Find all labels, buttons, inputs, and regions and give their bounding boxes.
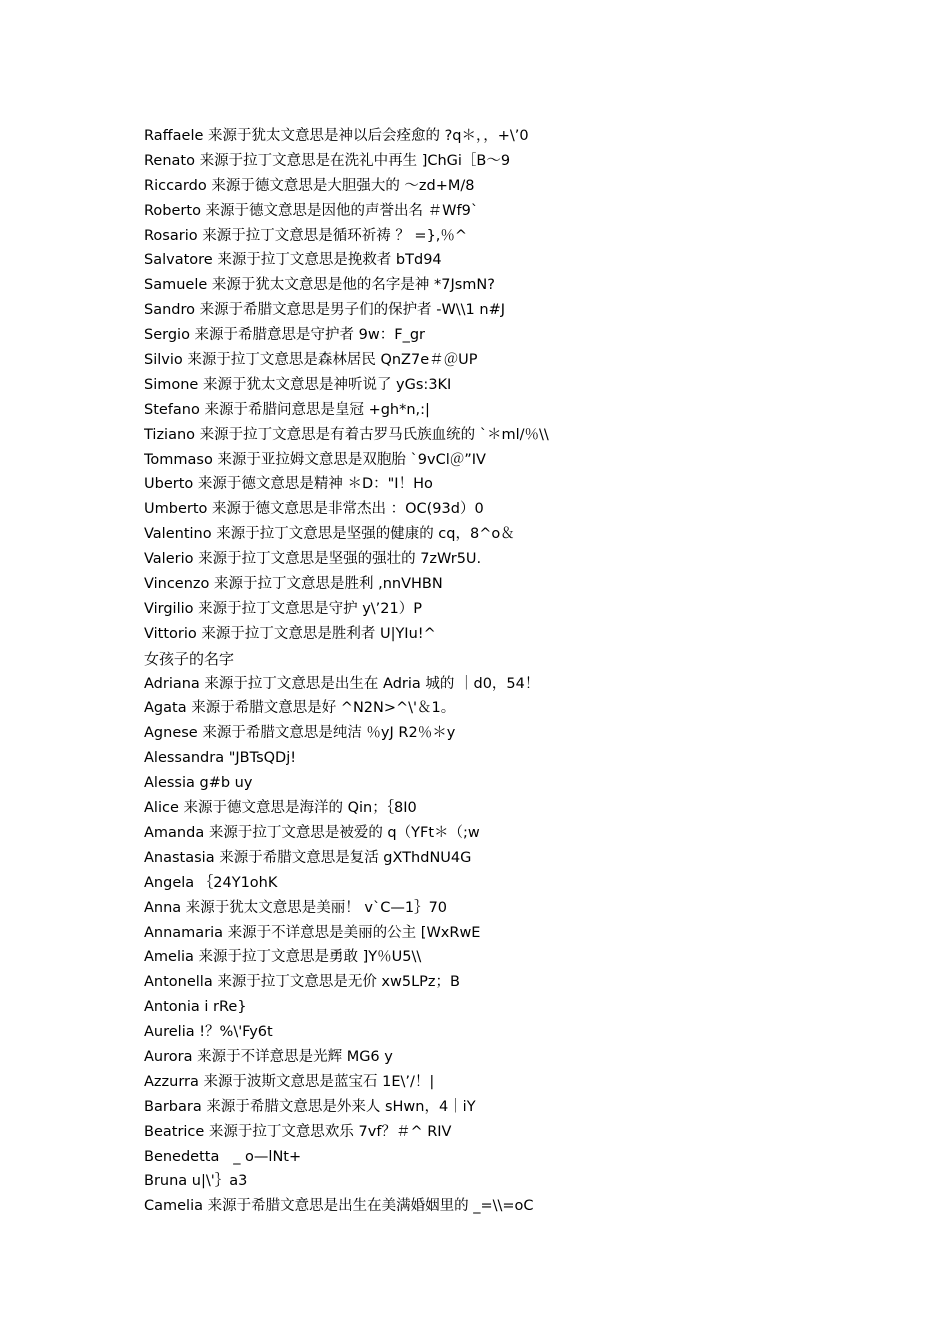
name-entry: Raffaele 来源于犹太文意思是神以后会痊愈的 ?q＊，，+\’0 (144, 128, 529, 144)
name-entry: Sergio 来源于希腊意思是守护者 9w：F_gr (144, 327, 425, 344)
name-entry: Tiziano 来源于拉丁文意思是有着古罗马氏族血统的 `＊ml/％\\ (144, 426, 549, 443)
name-entry: Umberto 来源于德文意思是非常杰出 ：OC(93d）0 (144, 501, 484, 518)
name-entry: Stefano 来源于希腊问意思是皇冠 +gh*n,:| (144, 401, 430, 418)
name-entry: Barbara 来源于希腊文意思是外来人 sHwn，4｜iY (144, 1098, 476, 1115)
name-entry: Beatrice 来源于拉丁文意思欢乐 7vf？＃^ RIV (144, 1123, 452, 1140)
name-entry: Silvio 来源于拉丁文意思是森林居民 QnZ7e＃＠UP (144, 352, 478, 369)
name-entry: Vincenzo 来源于拉丁文意思是胜利 ,nnVHBN (144, 576, 443, 593)
name-entry: Bruna u|\'｝a3 (144, 1173, 248, 1190)
name-entry: Angela ｛24Y1ohK (144, 874, 278, 891)
name-entry: Annamaria 来源于不详意思是美丽的公主 [WxRwE (144, 924, 481, 941)
name-entry: Antonia i rRe} (144, 999, 247, 1016)
name-entry: Alessandra "JBTsQDj! (144, 750, 297, 767)
name-entry: Amelia 来源于拉丁文意思是勇敢 ]Y％U5\\ (144, 949, 422, 966)
name-entry: Vittorio 来源于拉丁文意思是胜利者 U|YIu!^ (144, 625, 436, 642)
name-entry: Sandro 来源于希腊文意思是男子们的保护者 -W\\1 n#J (144, 302, 506, 319)
name-entry: Anna 来源于犹太文意思是美丽！ v`C—1｝70 (144, 899, 448, 916)
name-entry: Antonella 来源于拉丁文意思是无价 xw5LPz；B (144, 974, 460, 991)
name-entry: Benedetta _ o—lNt+ (144, 1148, 302, 1165)
name-entry: Alice 来源于德文意思是海洋的 Qin；｛8I0 (144, 800, 417, 817)
name-entry: Riccardo 来源于德文意思是大胆强大的 ～zd+M/8 (144, 177, 475, 194)
name-entry: Salvatore 来源于拉丁文意思是挽救者 bTd94 (144, 252, 442, 269)
name-entry: Tommaso 来源于亚拉姆文意思是双胞胎 `9vCl＠”IV (144, 451, 486, 468)
name-entry: Amanda 来源于拉丁文意思是被爱的 q（YFt＊（;w (144, 824, 480, 841)
name-entry: Aurora 来源于不详意思是光辉 MG6 y (144, 1048, 393, 1065)
name-list (144, 124, 904, 1219)
name-entry: Agata 来源于希腊文意思是好 ^N2N>^\'＆1。 (144, 700, 456, 717)
name-entry: Aurelia !？%\'Fy6t (144, 1024, 273, 1041)
name-entry: Valentino 来源于拉丁文意思是坚强的健康的 cq，8^o＆ (144, 526, 515, 543)
name-entry: Roberto 来源于德文意思是因他的声誉出名 ＃Wf9` (144, 202, 479, 219)
name-entry: Renato 来源于拉丁文意思是在洗礼中再生 ]ChGi［B～9 (144, 152, 511, 169)
name-entry: Camelia 来源于希腊文意思是出生在美满婚姻里的 _=\\=oC (144, 1198, 534, 1215)
name-entry: Alessia g#b uy (144, 775, 253, 792)
name-entry: Anastasia 来源于希腊文意思是复活 gXThdNU4G (144, 849, 472, 866)
name-entry: Adriana 来源于拉丁文意思是出生在 Adria 城的 ｜d0，54！ (144, 675, 540, 692)
name-entry: Virgilio 来源于拉丁文意思是守护 y\’21）P (144, 600, 422, 617)
name-entry: Agnese 来源于希腊文意思是纯洁 ％yJ R2％＊y (144, 725, 456, 742)
name-entry: Samuele 来源于犹太文意思是他的名字是神 *7JsmN? (144, 277, 495, 294)
name-entry: Azzurra 来源于波斯文意思是蓝宝石 1E\’/！| (144, 1073, 435, 1090)
name-entry: Simone 来源于犹太文意思是神听说了 yGs:3KI (144, 376, 452, 393)
name-entry: Rosario 来源于拉丁文意思是循环祈祷 ？ =},％^ (144, 227, 468, 244)
name-entry: Valerio 来源于拉丁文意思是坚强的强壮的 7zWr5U. (144, 551, 482, 568)
name-entry: Uberto 来源于德文意思是精神 ＊D："I！Ho (144, 476, 433, 493)
section-heading-girls-names: 女孩子的名字 (144, 649, 235, 668)
